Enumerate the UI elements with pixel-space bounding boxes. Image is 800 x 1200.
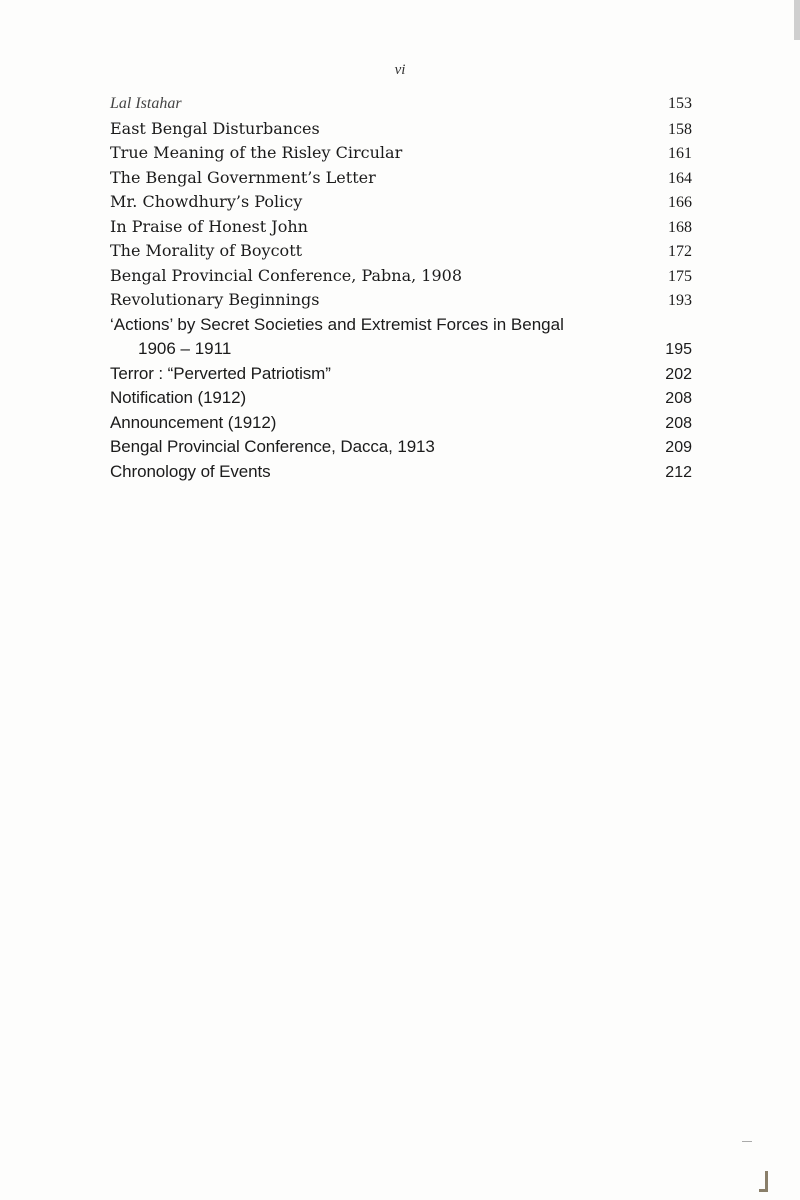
toc-entry [110, 313, 692, 362]
toc-entry [110, 166, 692, 191]
toc-entry-page: 209 [665, 439, 692, 456]
toc-entry-title: Terror : “Perverted Patriotism” [110, 363, 331, 383]
toc-entry [110, 386, 692, 411]
toc-entry [110, 362, 692, 387]
toc-entry-page: 153 [668, 95, 692, 112]
page-edge-shadow [794, 0, 800, 40]
toc-entry [110, 264, 692, 289]
toc-entry-page: 193 [668, 292, 692, 309]
page-scan-mark [742, 1141, 752, 1142]
toc-entry-page: 208 [665, 414, 692, 432]
toc-entry-title: In Praise of Honest John [110, 216, 308, 236]
toc-entry [110, 215, 692, 240]
toc-entry-page: 208 [665, 390, 692, 407]
toc-entry [110, 460, 692, 485]
toc-entry-page: 164 [668, 169, 692, 187]
toc-entry [110, 190, 692, 215]
toc-entry [110, 117, 692, 142]
toc-entry [110, 92, 692, 117]
page-corner-mark [759, 1171, 768, 1192]
toc-entry [110, 411, 692, 436]
toc-entry-continuation [110, 337, 692, 362]
page-number-folio: vi [394, 62, 406, 78]
toc-entry-title-continued: 1906 – 1911 [138, 339, 232, 358]
toc-entry-page: 212 [665, 463, 692, 481]
toc-entry-title: The Bengal Government’s Letter [110, 167, 376, 187]
toc-entry-title: True Meaning of the Risley Circular [110, 143, 403, 162]
toc-entry [110, 239, 692, 264]
toc-entry-title: The Morality of Boycott [110, 241, 303, 260]
toc-entry-title: Lal Istahar [110, 95, 182, 112]
toc-entry-page: 195 [665, 341, 692, 358]
toc-entry-page: 158 [668, 120, 692, 138]
toc-entry-page: 172 [668, 243, 692, 260]
toc-entry [110, 435, 692, 460]
toc-entry-title: Revolutionary Beginnings [110, 290, 320, 309]
toc-entry-page: 202 [665, 365, 692, 383]
toc-entry-page: 175 [668, 267, 692, 285]
toc-entry-page: 166 [668, 194, 692, 211]
toc-entry [110, 288, 692, 313]
toc-entry-title: Chronology of Events [110, 461, 271, 481]
toc-entry-page: 161 [668, 145, 692, 162]
table-of-contents [110, 92, 692, 484]
toc-entry [110, 141, 692, 166]
toc-entry-title: East Bengal Disturbances [110, 118, 320, 138]
toc-entry-title: Bengal Provincial Conference, Pabna, 1908 [110, 265, 462, 285]
toc-entry-title: Announcement (1912) [110, 412, 277, 432]
toc-entry-title: ‘Actions’ by Secret Societies and Extremist Forces in Bengal [110, 314, 564, 334]
toc-entry-title: Mr. Chowdhury’s Policy [110, 192, 303, 211]
toc-entry-title: Notification (1912) [110, 388, 247, 407]
toc-entry-title: Bengal Provincial Conference, Dacca, 1913 [110, 437, 435, 456]
toc-entry-page: 168 [668, 218, 692, 236]
